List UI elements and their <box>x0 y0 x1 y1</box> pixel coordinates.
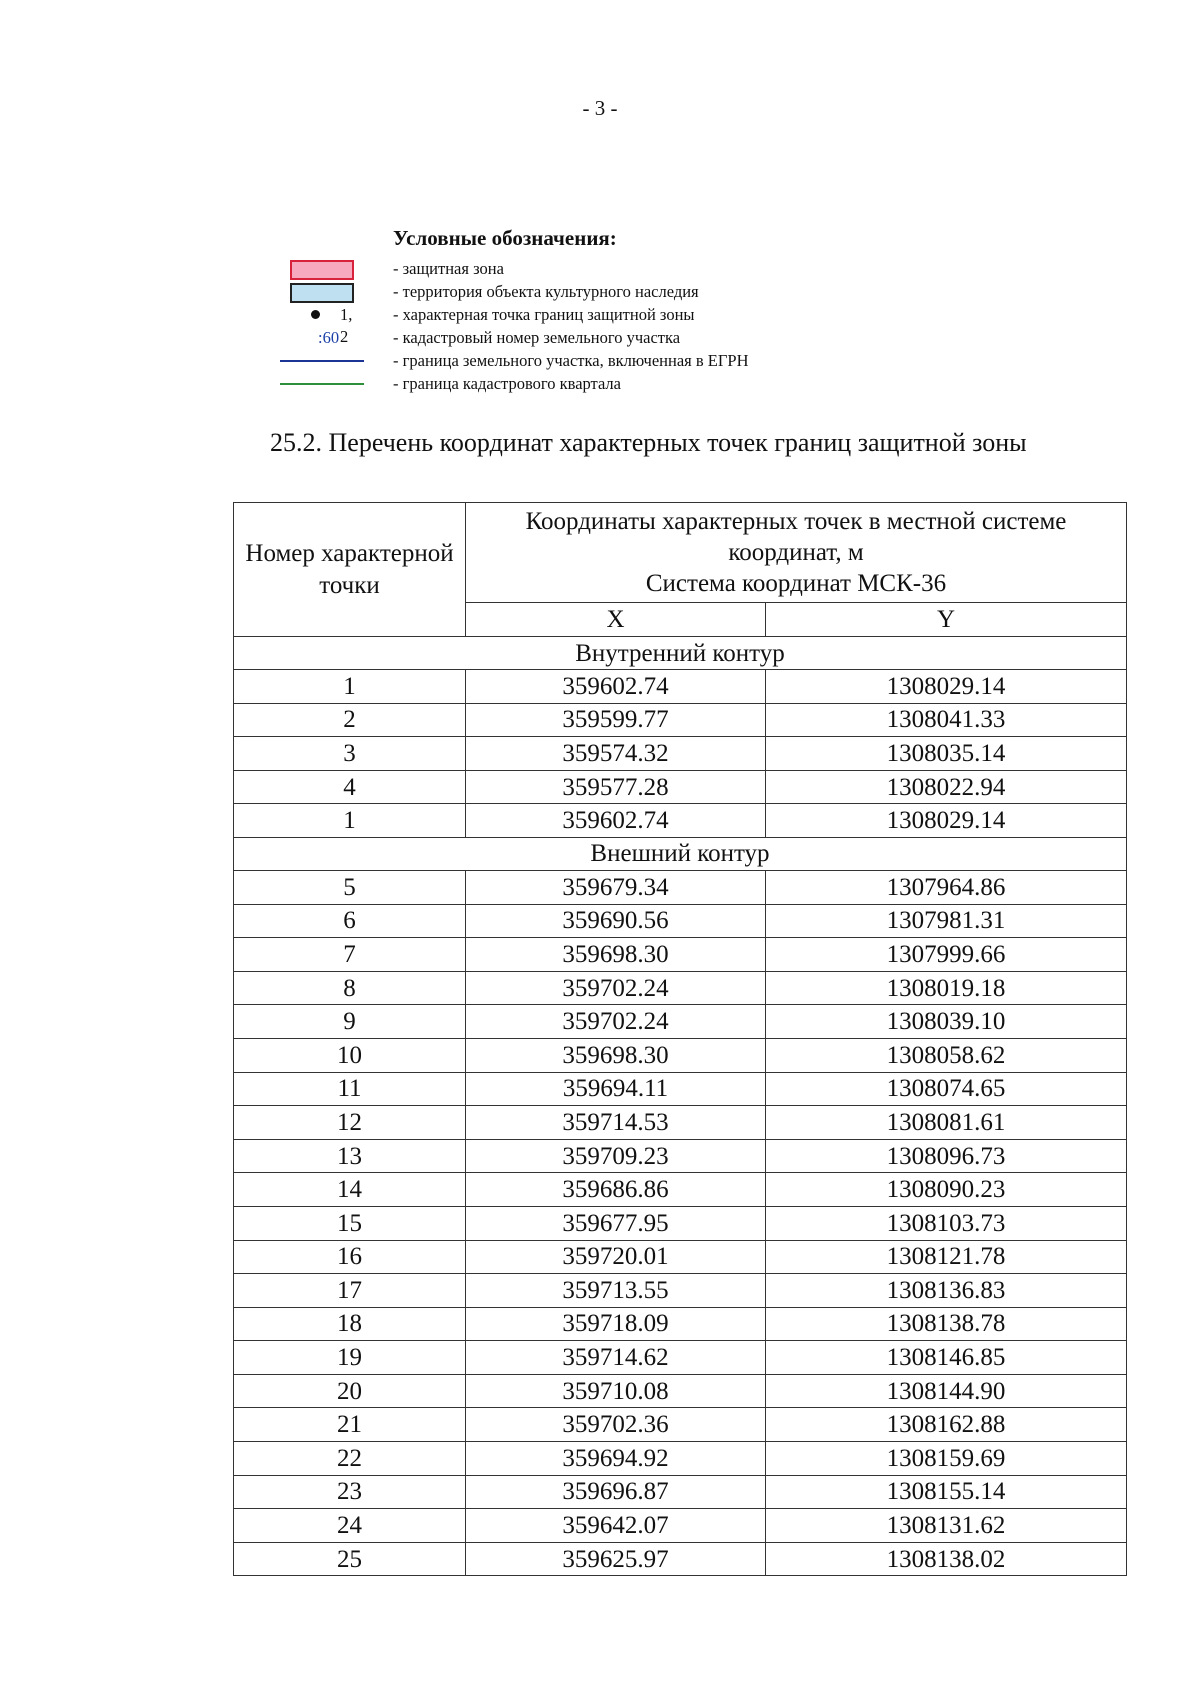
x-coordinate-cell: 359713.55 <box>466 1274 766 1308</box>
y-coordinate-cell: 1308090.23 <box>766 1173 1127 1207</box>
table-row <box>234 1038 1127 1072</box>
table-row <box>234 1106 1127 1140</box>
table-row <box>234 1072 1127 1106</box>
y-coordinate-cell: 1308022.94 <box>766 770 1127 804</box>
header-coordinates-title: Координаты характерных точек в местной системе координат, м <box>525 508 1067 566</box>
point-number-cell: 23 <box>234 1475 466 1509</box>
x-coordinate-cell: 359574.32 <box>466 737 766 771</box>
table-row <box>234 804 1127 838</box>
point-number-cell: 12 <box>234 1106 466 1140</box>
blue-line-icon <box>278 350 364 372</box>
x-coordinate-cell: 359694.92 <box>466 1442 766 1476</box>
x-coordinate-cell: 359602.74 <box>466 804 766 838</box>
section-heading: 25.2. Перечень координат характерных точек границ защитной зоны <box>270 428 1027 457</box>
point-number-cell: 5 <box>234 870 466 904</box>
y-coordinate-cell: 1308138.78 <box>766 1307 1127 1341</box>
y-coordinate-cell: 1308058.62 <box>766 1038 1127 1072</box>
x-coordinate-cell: 359710.08 <box>466 1374 766 1408</box>
legend-text: - территория объекта культурного наследия <box>393 282 699 301</box>
table-row <box>234 703 1127 737</box>
legend-item-heritage-territory <box>278 281 878 303</box>
x-coordinate-cell: 359625.97 <box>466 1542 766 1576</box>
heritage-territory-swatch-icon <box>278 281 364 303</box>
point-number-cell: 14 <box>234 1173 466 1207</box>
point-number-cell: 7 <box>234 938 466 972</box>
table-row <box>234 1206 1127 1240</box>
point-number-cell: 17 <box>234 1274 466 1308</box>
header-coordinates <box>466 503 1127 603</box>
y-coordinate-cell: 1308121.78 <box>766 1240 1127 1274</box>
header-x: X <box>466 603 766 637</box>
y-coordinate-cell: 1307964.86 <box>766 870 1127 904</box>
point-number-cell: 6 <box>234 904 466 938</box>
table-row <box>234 670 1127 704</box>
table-row <box>234 938 1127 972</box>
legend-item-cadastral-number <box>278 327 878 349</box>
y-coordinate-cell: 1308155.14 <box>766 1475 1127 1509</box>
table-row <box>234 1509 1127 1543</box>
table-row <box>234 1274 1127 1308</box>
table-row <box>234 737 1127 771</box>
table-row <box>234 870 1127 904</box>
x-coordinate-cell: 359702.24 <box>466 1005 766 1039</box>
legend-text: - защитная зона <box>393 259 504 278</box>
x-coordinate-cell: 359698.30 <box>466 1038 766 1072</box>
table-row <box>234 1542 1127 1576</box>
x-coordinate-cell: 359714.53 <box>466 1106 766 1140</box>
table-row <box>234 1005 1127 1039</box>
y-coordinate-cell: 1308039.10 <box>766 1005 1127 1039</box>
table-row <box>234 1442 1127 1476</box>
point-label: 1, 2 <box>340 305 353 346</box>
point-number-cell: 24 <box>234 1509 466 1543</box>
point-number-cell: 1 <box>234 804 466 838</box>
cadastral-label-icon <box>278 327 364 349</box>
table-row <box>234 971 1127 1005</box>
y-coordinate-cell: 1308081.61 <box>766 1106 1127 1140</box>
y-coordinate-cell: 1308131.62 <box>766 1509 1127 1543</box>
table-row <box>234 1374 1127 1408</box>
point-number-cell: 8 <box>234 971 466 1005</box>
point-number-cell: 11 <box>234 1072 466 1106</box>
y-coordinate-cell: 1307999.66 <box>766 938 1127 972</box>
legend-title: Условные обозначения: <box>393 226 617 250</box>
table-row <box>234 1341 1127 1375</box>
point-number-cell: 13 <box>234 1139 466 1173</box>
x-coordinate-cell: 359677.95 <box>466 1206 766 1240</box>
y-coordinate-cell: 1308029.14 <box>766 804 1127 838</box>
y-coordinate-cell: 1307981.31 <box>766 904 1127 938</box>
legend-item-protection-zone <box>278 258 878 280</box>
y-coordinate-cell: 1308103.73 <box>766 1206 1127 1240</box>
x-coordinate-cell: 359602.74 <box>466 670 766 704</box>
x-coordinate-cell: 359696.87 <box>466 1475 766 1509</box>
legend-item-quarter-boundary <box>278 373 878 395</box>
section-row <box>234 837 1127 870</box>
x-coordinate-cell: 359720.01 <box>466 1240 766 1274</box>
table-row <box>234 1307 1127 1341</box>
legend-text: - граница земельного участка, включенная в ЕГРН <box>393 351 749 370</box>
legend-item-parcel-boundary <box>278 350 878 372</box>
table-body <box>234 637 1127 1576</box>
x-coordinate-cell: 359714.62 <box>466 1341 766 1375</box>
point-number-cell: 19 <box>234 1341 466 1375</box>
table-row <box>234 1408 1127 1442</box>
point-number-cell: 20 <box>234 1374 466 1408</box>
x-coordinate-cell: 359709.23 <box>466 1139 766 1173</box>
y-coordinate-cell: 1308096.73 <box>766 1139 1127 1173</box>
x-coordinate-cell: 359718.09 <box>466 1307 766 1341</box>
y-coordinate-cell: 1308144.90 <box>766 1374 1127 1408</box>
header-y: Y <box>766 603 1127 637</box>
protection-zone-swatch-icon <box>278 258 364 280</box>
point-number-cell: 1 <box>234 670 466 704</box>
y-coordinate-cell: 1308136.83 <box>766 1274 1127 1308</box>
y-coordinate-cell: 1308035.14 <box>766 737 1127 771</box>
y-coordinate-cell: 1308162.88 <box>766 1408 1127 1442</box>
x-coordinate-cell: 359698.30 <box>466 938 766 972</box>
legend-text: - кадастровый номер земельного участка <box>393 328 681 347</box>
table-row <box>234 1139 1127 1173</box>
point-number-cell: 4 <box>234 770 466 804</box>
x-coordinate-cell: 359702.36 <box>466 1408 766 1442</box>
cadastral-label: :60 <box>318 328 340 347</box>
table-row <box>234 770 1127 804</box>
table-row <box>234 1240 1127 1274</box>
point-number-cell: 2 <box>234 703 466 737</box>
point-number-cell: 22 <box>234 1442 466 1476</box>
section-title: Внешний контур <box>234 837 1127 870</box>
legend-text: - граница кадастрового квартала <box>393 374 621 393</box>
legend-text: - характерная точка границ защитной зоны <box>393 305 695 324</box>
x-coordinate-cell: 359679.34 <box>466 870 766 904</box>
x-coordinate-cell: 359599.77 <box>466 703 766 737</box>
table-row <box>234 1475 1127 1509</box>
coordinates-table <box>233 502 1127 1576</box>
point-number-cell: 3 <box>234 737 466 771</box>
green-line-icon <box>278 373 364 395</box>
x-coordinate-cell: 359642.07 <box>466 1509 766 1543</box>
point-number-cell: 18 <box>234 1307 466 1341</box>
table-row <box>234 904 1127 938</box>
y-coordinate-cell: 1308159.69 <box>766 1442 1127 1476</box>
point-number-cell: 21 <box>234 1408 466 1442</box>
y-coordinate-cell: 1308029.14 <box>766 670 1127 704</box>
point-number-cell: 15 <box>234 1206 466 1240</box>
header-coordinate-system: Система координат МСК-36 <box>645 570 947 597</box>
point-number-cell: 16 <box>234 1240 466 1274</box>
page-number: - 3 - <box>582 96 618 120</box>
header-point-number: Номер характерной точки <box>234 503 466 637</box>
point-number-cell: 10 <box>234 1038 466 1072</box>
point-number-cell: 25 <box>234 1542 466 1576</box>
x-coordinate-cell: 359690.56 <box>466 904 766 938</box>
y-coordinate-cell: 1308041.33 <box>766 703 1127 737</box>
x-coordinate-cell: 359686.86 <box>466 1173 766 1207</box>
x-coordinate-cell: 359577.28 <box>466 770 766 804</box>
y-coordinate-cell: 1308074.65 <box>766 1072 1127 1106</box>
table-row <box>234 1173 1127 1207</box>
y-coordinate-cell: 1308146.85 <box>766 1341 1127 1375</box>
y-coordinate-cell: 1308138.02 <box>766 1542 1127 1576</box>
x-coordinate-cell: 359702.24 <box>466 971 766 1005</box>
section-row <box>234 637 1127 670</box>
section-title: Внутренний контур <box>234 637 1127 670</box>
x-coordinate-cell: 359694.11 <box>466 1072 766 1106</box>
point-number-cell: 9 <box>234 1005 466 1039</box>
y-coordinate-cell: 1308019.18 <box>766 971 1127 1005</box>
